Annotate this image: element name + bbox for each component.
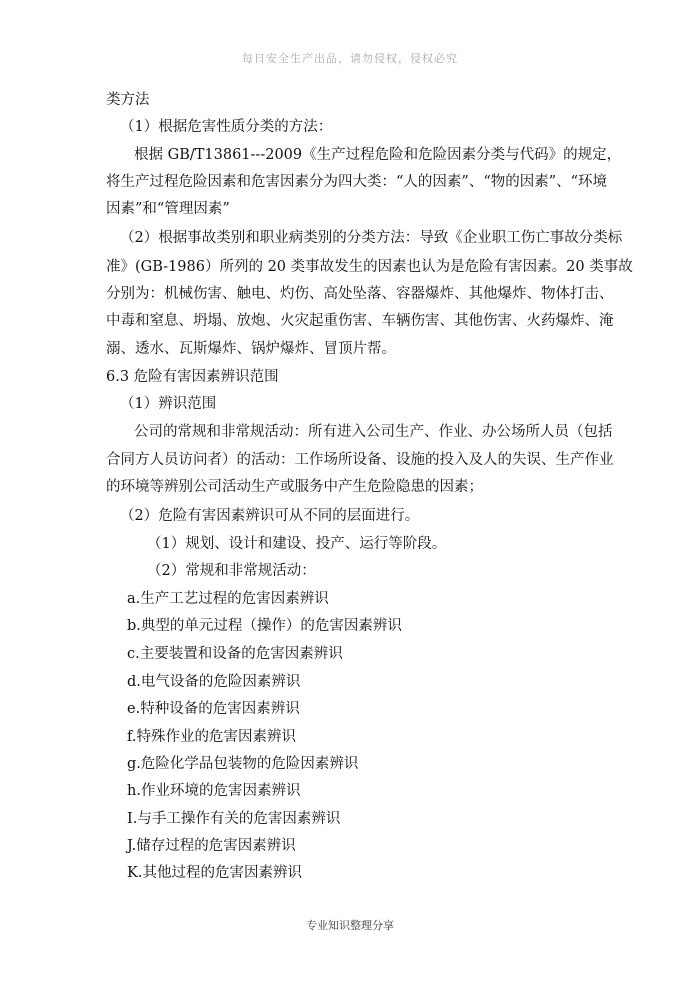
list-item: J.储存过程的危害因素辨识 <box>127 838 296 854</box>
list-item: a.生产工艺过程的危害因素辨识 <box>127 591 329 607</box>
text-line: 将生产过程危险因素和危害因素分为四大类：“人的因素”、“物的因素”、“环境 <box>106 174 608 190</box>
text-line: 中毒和窒息、坍塌、放炮、火灾起重伤害、车辆伤害、其他伤害、火药爆炸、淹 <box>106 313 614 329</box>
list-item: d.电气设备的危险因素辨识 <box>127 674 301 690</box>
list-item: b.典型的单元过程（操作）的危害因素辨识 <box>127 618 402 634</box>
list-item: K.其他过程的危害因素辨识 <box>127 865 302 881</box>
text-line: （2）危险有害因素辨识可从不同的层面进行。 <box>120 508 420 524</box>
list-item: h.作业环境的危害因素辨识 <box>127 783 301 799</box>
footer-text: 专业知识整理分享 <box>306 919 394 932</box>
text-line: 准》(GB-1986）所列的 20 类事故发生的因素也认为是危险有害因素。20 类事故 <box>106 259 633 275</box>
text-line: （2）常规和非常规活动： <box>147 563 316 579</box>
text-line: （1）辨识范围 <box>120 396 217 412</box>
header-watermark: 每日安全生产出品，请勿侵权，侵权必究 <box>242 52 458 65</box>
section-heading: 6.3 危险有害因素辨识范围 <box>106 369 279 385</box>
list-item: f.特殊作业的危害因素辨识 <box>127 729 296 745</box>
text-line: 根据 GB/T13861---2009《生产过程危险和危险因素分类与代码》的规定， <box>134 147 622 163</box>
list-item: e.特种设备的危害因素辨识 <box>127 701 300 717</box>
text-line: 分别为：机械伤害、触电、灼伤、高处坠落、容器爆炸、其他爆炸、物体打击、 <box>106 286 614 302</box>
text-line: 因素”和“管理因素” <box>106 201 230 217</box>
text-line: 合同方人员访问者）的活动：工作场所设备、设施的投入及人的失误、生产作业 <box>106 452 614 468</box>
text-line: （2）根据事故类别和职业病类别的分类方法：导致《企业职工伤亡事故分类标 <box>120 230 623 246</box>
list-item: g.危险化学品包装物的危险因素辨识 <box>127 756 359 772</box>
text-line: （1）根据危害性质分类的方法： <box>120 119 333 135</box>
list-item: I.与手工操作有关的危害因素辨识 <box>127 811 341 827</box>
list-item: c.主要装置和设备的危害因素辨识 <box>127 646 343 662</box>
text-line: 溺、透水、瓦斯爆炸、锅炉爆炸、冒顶片帮。 <box>106 341 396 357</box>
text-line: （1）规划、设计和建设、投产、运行等阶段。 <box>147 536 447 552</box>
text-line: 类方法 <box>106 92 150 108</box>
text-line: 公司的常规和非常规活动：所有进入公司生产、作业、办公场所人员（包括 <box>134 424 613 440</box>
text-line: 的环境等辨别公司活动生产或服务中产生危险隐患的因素； <box>106 479 483 495</box>
